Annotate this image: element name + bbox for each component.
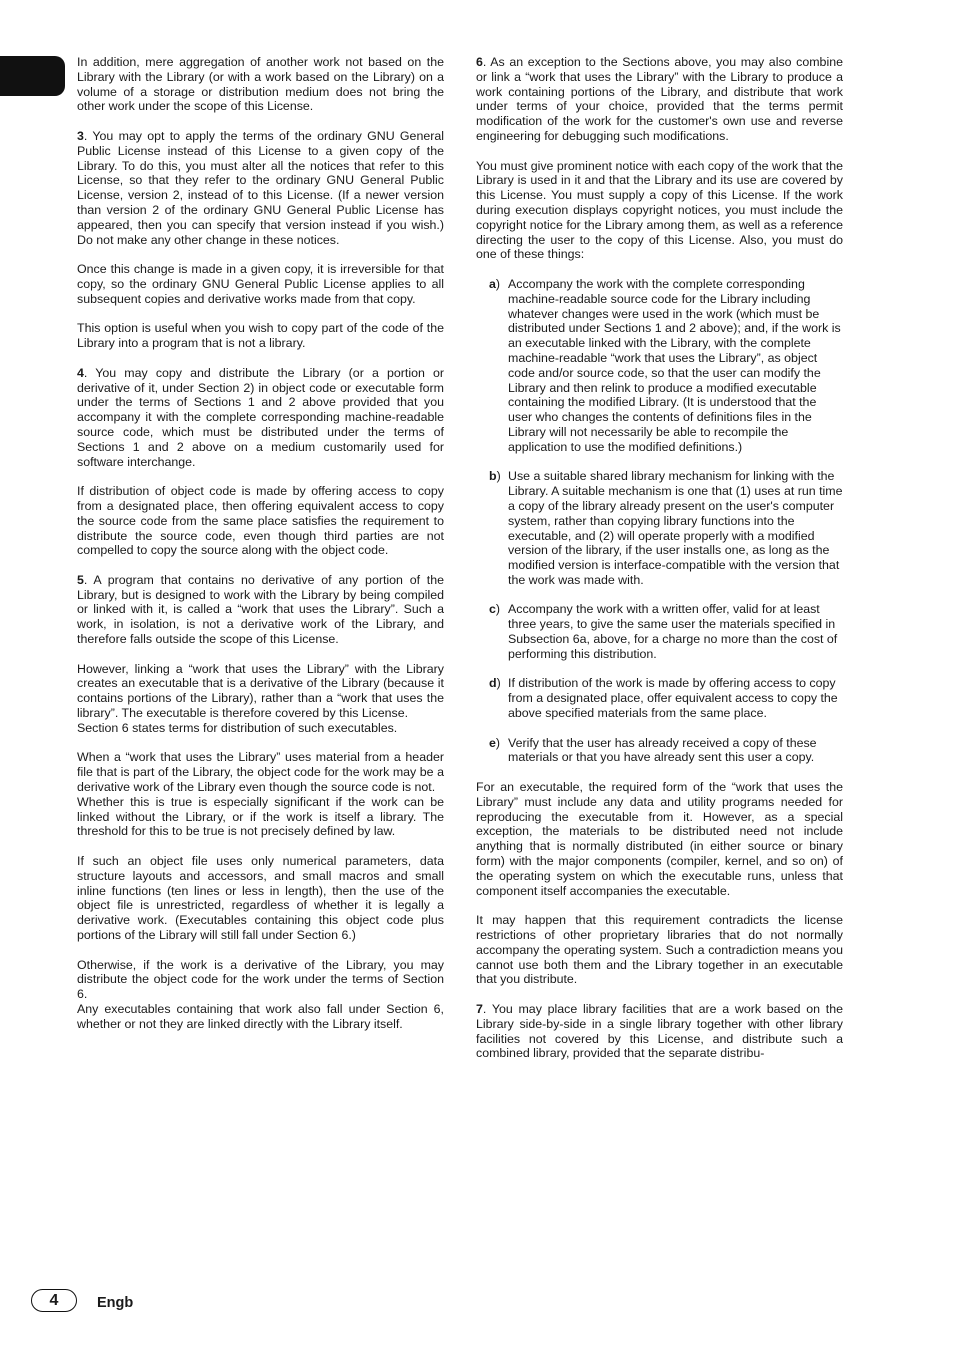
list-marker: e) bbox=[489, 735, 501, 750]
section-number: 7 bbox=[476, 1002, 483, 1016]
section-number: 3 bbox=[77, 128, 84, 143]
section-number: 5 bbox=[77, 572, 84, 587]
list-item-text: Verify that the user has already received a copy of these materials or that you have already sent this user a copy. bbox=[508, 735, 817, 765]
section-text: . A program that contains no derivative of any portion of the Library, but is designed to work with the Library by being compiled or linked with it, is called a “work that uses the Library”. Such a work, in isolation, is not a derivative work of the Library, and therefore falls outside the scope of this License. bbox=[77, 572, 444, 647]
paragraph: If such an object file uses only numerical parameters, data structure layouts and accessors, and small macros and small inline functions (ten lines or less in length), then the use of the object file is unrestricted, regardless of whether it is legally a derivative work. (Executables containing this object code plus portions of the Library will still fall under Section 6.) bbox=[77, 854, 444, 943]
section-text: . You may place library facilities that are a work based on the Library side-by-side in a single library together with other library facilities not covered by this License, and distribute such a combined library, provided that the separate distribu- bbox=[476, 1002, 843, 1061]
paragraph: Once this change is made in a given copy, it is irreversible for that copy, so the ordinary GNU General Public License applies to all subsequent copies and derivative works made from that copy. bbox=[77, 262, 444, 306]
section-5-paragraph bbox=[77, 573, 444, 647]
list-item bbox=[476, 676, 843, 720]
section-text: . You may opt to apply the terms of the ordinary GNU General Public License instead of this License to a given copy of the Library. To do this, you must alter all the notices that refer to this License, so that they refer to the ordinary GNU General Public License, version 2, instead of to this License. (If a newer version than version 2 of the ordinary GNU General Public License has appeared, then you can specify that version instead if you wish.) Do not make any other change in these notices. bbox=[77, 128, 444, 247]
paragraph: For an executable, the required form of the “work that uses the Library” must include any data and utility programs needed for reproducing the executable from it. However, as a special exception, the materials to be distributed need not include anything that is normally distributed (in either source or binary form) with the major components (compiler, kernel, and so on) of the operating system on which the executable runs, unless that component itself accompanies the executable. bbox=[476, 780, 843, 898]
section-3-paragraph bbox=[77, 129, 444, 247]
paragraph: Section 6 states terms for distribution of such executables. bbox=[77, 720, 398, 735]
list-marker: c) bbox=[489, 602, 501, 617]
list-item bbox=[476, 736, 843, 766]
section-4-paragraph bbox=[77, 366, 444, 470]
list-item-text: Accompany the work with the complete corresponding machine-readable source code for the Library including whatever changes were used in the work (which must be distributed under Sections 1 and 2 above); and, if the work is an executable linked with the Library, with the complete machine-readable “work that uses the Library”, as object code and/or source code, so that the user can modify the Library and then relink to produce a modified executable containing the modified Library. (It is understood that the user who changes the contents of definitions files in the Library will not necessarily be able to recompile the application to use the modified definitions.) bbox=[508, 276, 841, 454]
paragraph: You must give prominent notice with each copy of the work that the Library is used in it and that the Library and its use are covered by this License. You must supply a copy of this License. If the work during execution displays copyright notices, you must include the copyright notice for the Library among them, as well as a reference directing the user to the copy of this License. Also, you must do one of these things: bbox=[476, 158, 843, 262]
section-text: . As an exception to the Sections above, you may also combine or link a “work that uses the Library” with the Library to produce a work containing portions of the Library, and distribute that work under terms of your choice, provided that the terms permit modification of the work for the customer's own use and reverse engineering for debugging such modifications. bbox=[476, 55, 843, 143]
paragraph: Any executables containing that work also fall under Section 6, whether or not they are linked directly with the Library itself. bbox=[77, 1002, 444, 1031]
list-marker: d) bbox=[489, 676, 501, 691]
section-number: 4 bbox=[77, 365, 84, 380]
language-code: Engb bbox=[97, 1295, 134, 1311]
right-column bbox=[476, 55, 843, 1076]
paragraph: Otherwise, if the work is a derivative of the Library, you may distribute the object code for the work under the terms of Section 6. bbox=[77, 957, 444, 1002]
list-item-text: Accompany the work with a written offer, valid for at least three years, to give the same user the materials specified in Subsection 6a, above, for a charge no more than the cost of performing this distribution. bbox=[508, 602, 838, 661]
list-item bbox=[476, 602, 843, 661]
paragraph: When a “work that uses the Library” uses material from a header file that is part of the Library, the object code for the work may be a derivative work of the Library even though the source code is not. bbox=[77, 750, 444, 795]
list-item-text: If distribution of the work is made by offering access to copy from a designated place, offer equivalent access to copy the above specified materials from the same place. bbox=[508, 676, 838, 721]
paragraph: It may happen that this requirement contradicts the license restrictions of other proprietary libraries that do not normally accompany the operating system. Such a contradiction means you cannot use both them and the Library together in an executable that you distribute. bbox=[476, 913, 843, 987]
list-marker: a) bbox=[489, 276, 501, 291]
chapter-tab-marker bbox=[0, 56, 65, 96]
page-number: 4 bbox=[31, 1289, 77, 1312]
section-6-paragraph bbox=[476, 55, 843, 144]
list-item bbox=[476, 469, 843, 587]
paragraph: If distribution of object code is made by offering access to copy from a designated place, then offering equivalent access to copy the source code from the same place satisfies the requirement to distribute the source code, even though third parties are not compelled to copy the source along with the object code. bbox=[77, 484, 444, 558]
left-column bbox=[77, 55, 444, 1046]
list-item-text: Use a suitable shared library mechanism for linking with the Library. A suitable mechanism is one that (1) uses at run time a copy of the library already present on the user's computer system, rather than copying library functions into the executable, and (2) will operate properly with a modified version of the library, if the user installs one, as long as the modified version is interface-compatible with the version that the work was made with. bbox=[508, 469, 843, 587]
section-7-paragraph bbox=[476, 1002, 843, 1061]
paragraph: In addition, mere aggregation of another work not based on the Library with the Library (or with a work based on the Library) on a volume of a storage or distribution medium does not bring the other work under the scope of this License. bbox=[77, 55, 444, 114]
section-number: 6 bbox=[476, 55, 483, 69]
list-marker: b) bbox=[489, 469, 501, 484]
paragraph: However, linking a “work that uses the Library” with the Library creates an executable that is a derivative of the Library (because it contains portions of the Library), rather than a “work that uses the library”. The executable is therefore covered by this License. bbox=[77, 661, 444, 721]
section-text: . You may copy and distribute the Library (or a portion or derivative of it, under Section 2) in object code or executable form under the terms of Sections 1 and 2 above provided that you accompany it with the complete corresponding machine-readable source code, which must be distributed under the terms of Sections 1 and 2 above on a medium customarily used for software interchange. bbox=[77, 365, 444, 469]
paragraph: Whether this is true is especially significant if the work can be linked without the Library, or if the work is itself a library. The threshold for this to be true is not precisely defined by law. bbox=[77, 794, 444, 839]
requirements-list bbox=[476, 277, 843, 765]
list-item bbox=[476, 277, 843, 455]
paragraph: This option is useful when you wish to copy part of the code of the Library into a program that is not a library. bbox=[77, 321, 444, 351]
